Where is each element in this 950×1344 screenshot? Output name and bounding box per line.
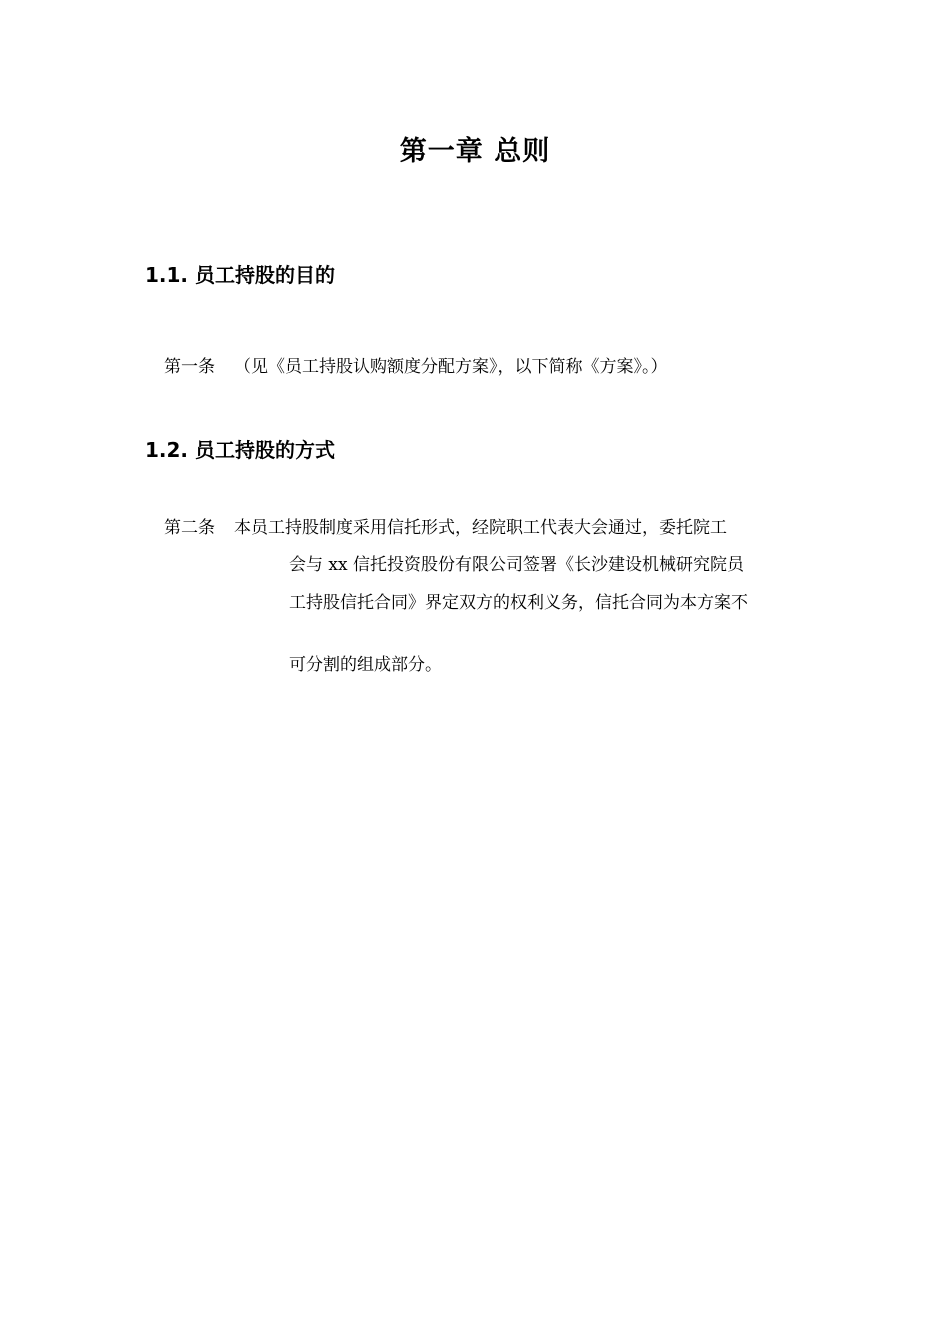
article-1 [164, 354, 668, 380]
article-2-first-line [164, 514, 814, 542]
article-1-text: （见《员工持股认购额度分配方案》，以下简称《方案》。） [234, 357, 668, 377]
article-2-line-3: 工持股信托合同》界定双方的权利义务，信托合同为本方案不 [289, 593, 748, 613]
article-1-label: 第一条 [164, 357, 215, 377]
article-2-line-4: 可分割的组成部分。 [289, 655, 442, 675]
chapter-title: 第一章 总则 [399, 136, 551, 167]
article-2-line-1: 本员工持股制度采用信托形式，经院职工代表大会通过，委托院工 [234, 518, 727, 538]
article-2 [164, 514, 814, 675]
article-2-line-2: 会与 xx 信托投资股份有限公司签署《长沙建设机械研究院员 [289, 555, 744, 575]
article-2-label: 第二条 [164, 518, 215, 538]
section-heading-1-1: 1.1. 员工持股的目的 [145, 263, 335, 287]
section-heading-1-2: 1.2. 员工持股的方式 [145, 438, 335, 462]
